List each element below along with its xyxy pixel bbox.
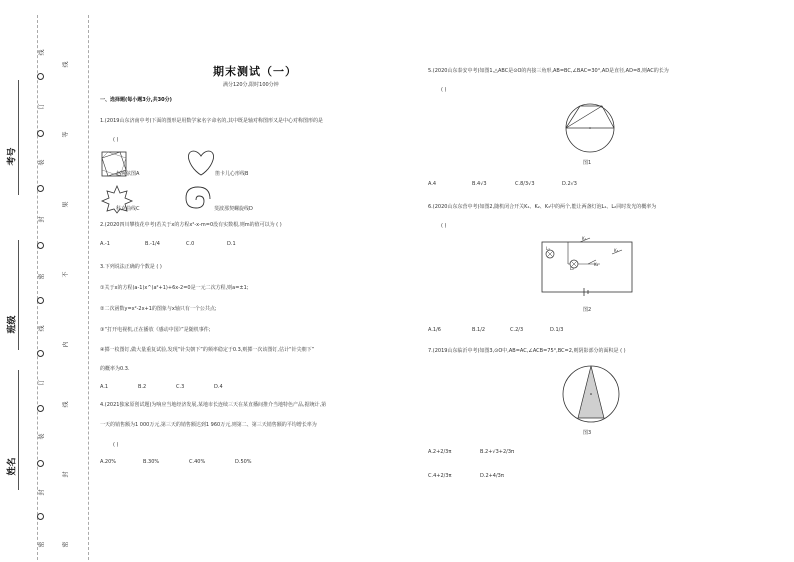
seal-char: 装	[38, 159, 46, 166]
question-3-item-1: ①关于x的方程(a-1)x^(a²+1)+6x-2=0是一元二次方程,则a=±1;	[100, 285, 249, 291]
circuit-label-k2: K₂	[594, 262, 599, 267]
option-5c: C.8/3√3	[515, 181, 535, 187]
seal-char: 线	[62, 61, 70, 68]
figure-3-circle	[560, 360, 622, 426]
option-4b: B.30%	[143, 459, 160, 465]
question-2-text: 2.(2020四川攀枝花中考)若关于x的方程x²-x-m=0没有实数根,则m的值可以为 ( )	[100, 222, 282, 228]
question-5-paren: ( )	[441, 87, 447, 93]
question-6-paren: ( )	[441, 223, 447, 229]
seal-char: 订	[38, 103, 46, 110]
option-7a: A.2+2/3π	[428, 449, 452, 455]
seal-line-2	[88, 15, 89, 560]
figure-2-caption: 图2	[583, 307, 592, 313]
seal-char: 内	[62, 341, 70, 348]
seal-hole	[37, 405, 44, 412]
name-underline	[18, 370, 19, 490]
question-4-line-1: 4.(2021独家原创试题)为响应当地经济发展,某地市长连续三天在某直播间推介当地特色产品,据统计,第	[100, 402, 327, 408]
seal-char: 封	[38, 489, 46, 496]
question-7-text: 7.(2019山东临沂中考)如图3,⊙O中,AB=AC,∠ACB=75°,BC=2,则阴影部分的面积是 ( )	[428, 348, 626, 354]
section-heading: 一、选择题(每小题3分,共30分)	[100, 97, 172, 103]
exam-number-underline	[18, 80, 19, 195]
circuit-label-k1: K₁	[582, 236, 587, 241]
seal-char: 订	[38, 379, 46, 386]
question-3-text: 3.下列说法正确的个数是 ( )	[100, 264, 162, 270]
option-2c: C.0	[186, 241, 195, 247]
option-3c: C.3	[176, 384, 185, 390]
seal-char: 不	[62, 271, 70, 278]
figure-3-caption: 图3	[583, 430, 592, 436]
figure-2-circuit	[540, 236, 636, 298]
option-7b: B.2+√3+2/3π	[480, 449, 515, 455]
seal-char: 线	[62, 401, 70, 408]
option-4a: A.20%	[100, 459, 117, 465]
option-4d: D.50%	[235, 459, 252, 465]
seal-hole	[37, 460, 44, 467]
seal-char: 封	[38, 216, 46, 223]
page-subtitle: 满分120分,限时100分钟	[223, 82, 279, 88]
question-1-text: 1.(2019山东济南中考)下面的图形是用数学家名字命名的,其中既是轴对称图形又是中心对称图形的是	[100, 118, 323, 124]
circuit-label-l1: L₁	[546, 246, 550, 251]
seal-char: 装	[38, 433, 46, 440]
exam-number-label: 考号	[7, 147, 18, 166]
seal-hole	[37, 350, 44, 357]
class-underline	[18, 240, 19, 350]
question-3-item-2: ②二次函数y=x²-2x+1的图象与x轴只有一个公共点;	[100, 306, 217, 312]
option-5d: D.2√3	[562, 181, 577, 187]
seal-hole	[37, 73, 44, 80]
circuit-label-k3: K₃	[614, 248, 619, 253]
option-2a: A.-1	[100, 241, 110, 247]
option-6b: B.1/2	[472, 327, 486, 333]
seal-line-1	[37, 15, 38, 560]
option-5b: B.4√3	[472, 181, 487, 187]
seal-char: 果	[62, 201, 70, 208]
question-3-item-4: ④掷一枚图钉,做大量重复试验,发现“针尖朝下”的频率稳定于0.3,则掷一次该图钉,估计“针尖朝下”	[100, 347, 315, 353]
seal-char: 线	[38, 325, 46, 332]
seal-hole	[37, 297, 44, 304]
question-4-paren: ( )	[113, 442, 119, 448]
option-7c: C.4+2/3π	[428, 473, 452, 479]
question-3-item-3: ③“打开电视机,正在播放《感动中国》”是随机事件;	[100, 327, 211, 333]
option-3b: B.2	[138, 384, 147, 390]
option-3a: A.1	[100, 384, 109, 390]
question-5-text: 5.(2020山东泰安中考)如图1,△ABC是⊙O的内接三角形,AB=BC,∠BAC=30°,AD是直径,AD=8,则AC的长为	[428, 68, 669, 74]
question-3-item-4-cont: 的概率为0.3.	[100, 366, 130, 372]
option-1c: 科克曲线C	[116, 206, 140, 212]
seal-char: 等	[62, 131, 70, 138]
circuit-label-l2: L₂	[570, 266, 574, 271]
figure-1-caption: 图1	[583, 160, 592, 166]
question-1-paren: ( )	[113, 137, 119, 143]
option-1b: 笛卡儿心形线B	[215, 171, 249, 177]
name-label: 姓名	[7, 457, 18, 476]
seal-char: 密	[38, 273, 46, 280]
fibonacci-spiral-figure	[180, 184, 212, 214]
option-3d: D.4	[214, 384, 223, 390]
seal-hole	[37, 130, 44, 137]
option-1d: 斐波那契螺旋线D	[214, 206, 253, 212]
class-label: 班级	[7, 315, 18, 334]
seal-hole	[37, 513, 44, 520]
seal-hole	[37, 242, 44, 249]
seal-char: 线	[38, 49, 46, 56]
option-6c: C.2/3	[510, 327, 524, 333]
question-6-text: 6.(2020山东东营中考)如图2,随机闭合开关K₁、K₂、K₃中的两个,能让两盏灯泡L₁、L₂同时发光的概率为	[428, 204, 657, 210]
option-7d: D.2+4/3π	[480, 473, 504, 479]
option-4c: C.40%	[189, 459, 206, 465]
question-4-line-2: 一天的销售额为1 000万元,第三天的销售额达到1 960万元,则第二、第三天销售额的平均增长率为	[100, 422, 317, 428]
cardioid-figure	[186, 148, 216, 178]
seal-char: 密	[62, 541, 70, 548]
option-2d: D.1	[227, 241, 236, 247]
page-title: 期末测试（一）	[213, 65, 297, 78]
option-6d: D.1/3	[550, 327, 564, 333]
option-2b: B.-1/4	[145, 241, 160, 247]
option-1a: 赵爽弦图A	[116, 171, 140, 177]
seal-char: 封	[62, 471, 70, 478]
figure-1-circle	[558, 100, 622, 156]
option-6a: A.1/6	[428, 327, 441, 333]
seal-char: 密	[38, 541, 46, 548]
seal-hole	[37, 185, 44, 192]
option-5a: A.4	[428, 181, 437, 187]
